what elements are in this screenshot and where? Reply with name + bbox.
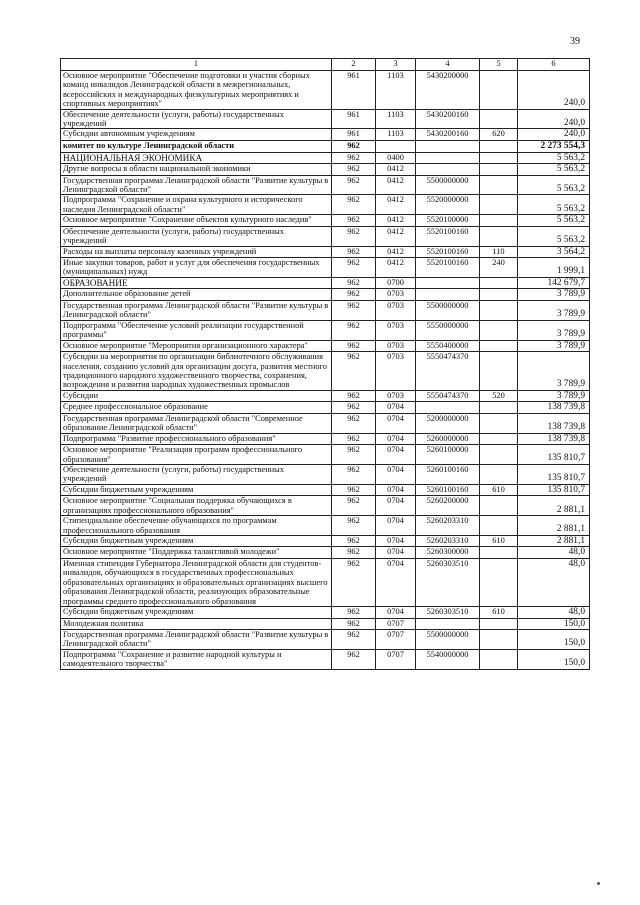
cell-target-article: 5200000000 [416,413,480,433]
cell-section: 0707 [376,618,416,630]
cell-section: 0400 [376,152,416,164]
cell-ved: 962 [332,535,376,547]
cell-section: 0707 [376,630,416,650]
cell-ved: 961 [332,129,376,141]
cell-expense-type [480,71,518,110]
cell-amount: 3 564,2 [518,246,590,258]
cell-section: 0704 [376,535,416,547]
cell-ved: 962 [332,618,376,630]
cell-ved: 962 [332,413,376,433]
cell-name: Субсидии [61,390,332,402]
table-row [61,464,590,484]
cell-expense-type [480,226,518,246]
cell-ved: 962 [332,289,376,301]
cell-target-article: 5550474370 [416,352,480,391]
table-row [61,277,590,289]
table-row [61,390,590,402]
cell-ved: 962 [332,516,376,536]
cell-ved: 962 [332,300,376,320]
cell-amount: 3 789,9 [518,352,590,391]
cell-name: Подпрограмма "Сохранение и развитие народной культуры и самодеятельного творчества" [61,649,332,669]
cell-expense-type [480,175,518,195]
cell-name: Подпрограмма "Сохранение и охрана культурного и исторического наследия Ленинградской области" [61,195,332,215]
cell-target-article [416,140,480,152]
cell-expense-type: 610 [480,535,518,547]
cell-expense-type [480,618,518,630]
cell-section: 0704 [376,496,416,516]
column-header-name: 1 [61,59,332,71]
cell-section: 0704 [376,547,416,559]
cell-name: Подпрограмма "Развитие профессионального образования" [61,433,332,445]
cell-target-article: 5260000000 [416,433,480,445]
cell-name: Субсидии бюджетным учреждениям [61,607,332,619]
cell-name: ОБРАЗОВАНИЕ [61,277,332,289]
cell-amount: 5 563,2 [518,226,590,246]
cell-name: Расходы на выплаты персоналу казенных учреждений [61,246,332,258]
cell-section: 1103 [376,129,416,141]
cell-target-article [416,277,480,289]
cell-expense-type [480,464,518,484]
cell-name: Основное мероприятие "Сохранение объектов культурного наследия" [61,215,332,227]
cell-expense-type [480,140,518,152]
cell-ved: 962 [332,630,376,650]
table-row [61,558,590,606]
cell-amount: 3 789,9 [518,300,590,320]
column-header-target-article: 4 [416,59,480,71]
cell-expense-type [480,289,518,301]
cell-name: Государственная программа Ленинградской области "Современное образование Ленинградской области" [61,413,332,433]
cell-amount: 48,0 [518,547,590,559]
column-header-expense-type: 5 [480,59,518,71]
table-row [61,433,590,445]
cell-amount: 5 563,2 [518,164,590,176]
cell-section: 0704 [376,433,416,445]
cell-amount: 2 881,1 [518,516,590,536]
cell-expense-type [480,547,518,559]
cell-section [376,140,416,152]
cell-section: 0704 [376,413,416,433]
cell-target-article [416,152,480,164]
cell-name: Обеспечение деятельности (услуги, работы) государственных учреждений [61,109,332,129]
cell-name: Дополнительное образование детей [61,289,332,301]
table-row [61,129,590,141]
cell-amount: 3 789,9 [518,320,590,340]
cell-expense-type: 110 [480,246,518,258]
cell-name: Основное мероприятие "Обеспечение подготовки и участия сборных команд инвалидов Ленинградской области в межрегиональных, всероссийских и международных физкультурных мероприятиях и спортивных мероприятиях" [61,71,332,110]
page-number: 39 [570,36,580,47]
scan-mark [597,882,600,885]
cell-amount: 138 739,8 [518,433,590,445]
cell-section: 0412 [376,164,416,176]
table-header-row [61,59,590,71]
budget-table [60,58,590,670]
cell-target-article: 5260200000 [416,496,480,516]
table-body [61,71,590,670]
cell-target-article: 5260100000 [416,445,480,465]
cell-ved: 962 [332,464,376,484]
cell-amount: 150,0 [518,649,590,669]
table-row [61,226,590,246]
cell-target-article: 5260303510 [416,558,480,606]
table-row [61,535,590,547]
cell-expense-type [480,352,518,391]
table-row [61,413,590,433]
cell-name: Государственная программа Ленинградской области "Развитие культуры в Ленинградской области" [61,300,332,320]
cell-amount: 2 881,1 [518,496,590,516]
cell-amount: 5 563,2 [518,195,590,215]
cell-target-article: 5260203310 [416,535,480,547]
cell-amount: 2 273 554,3 [518,140,590,152]
cell-name: Стипендиальное обеспечение обучающихся по программам профессионального образования [61,516,332,536]
cell-section: 1103 [376,109,416,129]
cell-amount: 135 810,7 [518,484,590,496]
cell-target-article: 5550400000 [416,340,480,352]
cell-ved: 962 [332,433,376,445]
cell-amount: 5 563,2 [518,215,590,227]
cell-amount: 240,0 [518,129,590,141]
table-row [61,484,590,496]
cell-expense-type: 240 [480,258,518,278]
table-row [61,246,590,258]
cell-amount: 150,0 [518,618,590,630]
cell-ved: 962 [332,175,376,195]
table-row [61,215,590,227]
cell-amount: 135 810,7 [518,445,590,465]
table-row [61,195,590,215]
cell-ved: 962 [332,320,376,340]
cell-target-article: 5520100160 [416,226,480,246]
cell-name: Субсидии бюджетным учреждениям [61,535,332,547]
cell-amount: 5 563,2 [518,152,590,164]
cell-section: 1103 [376,71,416,110]
cell-section: 0412 [376,175,416,195]
cell-target-article: 5550000000 [416,320,480,340]
cell-ved: 962 [332,496,376,516]
table-row [61,340,590,352]
cell-target-article: 5430200160 [416,109,480,129]
cell-target-article: 5260303510 [416,607,480,619]
cell-name: комитет по культуре Ленинградской области [61,140,332,152]
cell-name: Обеспечение деятельности (услуги, работы) государственных учреждений [61,226,332,246]
cell-expense-type [480,340,518,352]
cell-ved: 962 [332,445,376,465]
cell-target-article [416,289,480,301]
cell-target-article: 5500000000 [416,175,480,195]
cell-ved: 962 [332,215,376,227]
table-row [61,547,590,559]
cell-target-article [416,402,480,414]
column-header-section: 3 [376,59,416,71]
cell-name: Среднее профессиональное образование [61,402,332,414]
cell-section: 0704 [376,607,416,619]
cell-expense-type [480,152,518,164]
cell-ved: 962 [332,649,376,669]
cell-expense-type [480,516,518,536]
cell-name: Субсидии на мероприятия по организации библиотечного обслуживания населения, созданию условий для организации досуга, развития местного традиционного народного художественного творчества, сохранения, возрождения и развития народных художественных промыслов [61,352,332,391]
table-row [61,618,590,630]
cell-section: 0703 [376,352,416,391]
cell-section: 0703 [376,390,416,402]
cell-amount: 48,0 [518,607,590,619]
cell-section: 0704 [376,558,416,606]
cell-name: Государственная программа Ленинградской области "Развитие культуры в Ленинградской области" [61,175,332,195]
cell-ved: 961 [332,109,376,129]
cell-section: 0412 [376,226,416,246]
cell-section: 0703 [376,340,416,352]
cell-expense-type: 610 [480,484,518,496]
cell-expense-type [480,630,518,650]
cell-target-article: 5260203310 [416,516,480,536]
table-row [61,258,590,278]
table-row [61,140,590,152]
cell-ved: 962 [332,246,376,258]
cell-name: Субсидии бюджетным учреждениям [61,484,332,496]
cell-name: Государственная программа Ленинградской области "Развитие культуры в Ленинградской области" [61,630,332,650]
cell-ved: 962 [332,402,376,414]
cell-amount: 138 739,8 [518,413,590,433]
cell-section: 0704 [376,484,416,496]
cell-target-article [416,618,480,630]
table-row [61,71,590,110]
cell-expense-type [480,320,518,340]
table-row [61,607,590,619]
table-row [61,516,590,536]
cell-name: Иные закупки товаров, работ и услуг для обеспечения государственных (муниципальных) нужд [61,258,332,278]
cell-amount: 3 789,9 [518,390,590,402]
cell-section: 0707 [376,649,416,669]
table-row [61,496,590,516]
table-row [61,300,590,320]
cell-ved: 961 [332,71,376,110]
table-row [61,289,590,301]
cell-expense-type [480,109,518,129]
cell-name: Другие вопросы в области национальной экономики [61,164,332,176]
cell-name: НАЦИОНАЛЬНАЯ ЭКОНОМИКА [61,152,332,164]
cell-section: 0703 [376,320,416,340]
cell-expense-type [480,277,518,289]
cell-target-article [416,164,480,176]
cell-expense-type [480,195,518,215]
cell-amount: 3 789,9 [518,289,590,301]
cell-expense-type [480,215,518,227]
cell-target-article: 5260100160 [416,484,480,496]
table-row [61,402,590,414]
cell-expense-type: 620 [480,129,518,141]
cell-target-article: 5520000000 [416,195,480,215]
column-header-ved: 2 [332,59,376,71]
cell-ved: 962 [332,390,376,402]
cell-name: Основное мероприятие "Поддержка талантливой молодежи" [61,547,332,559]
cell-target-article: 5550474370 [416,390,480,402]
cell-name: Основное мероприятие "Мероприятия организационного характера" [61,340,332,352]
cell-ved: 962 [332,140,376,152]
cell-expense-type [480,445,518,465]
cell-section: 0704 [376,464,416,484]
table-row [61,445,590,465]
table-row [61,175,590,195]
cell-target-article: 5540000000 [416,649,480,669]
cell-amount: 150,0 [518,630,590,650]
cell-name: Обеспечение деятельности (услуги, работы) государственных учреждений [61,464,332,484]
table-row [61,152,590,164]
cell-ved: 962 [332,547,376,559]
cell-expense-type [480,496,518,516]
cell-ved: 962 [332,152,376,164]
cell-section: 0412 [376,215,416,227]
cell-amount: 240,0 [518,71,590,110]
cell-name: Молодежная политика [61,618,332,630]
cell-expense-type [480,300,518,320]
cell-expense-type [480,164,518,176]
cell-section: 0704 [376,402,416,414]
cell-expense-type: 520 [480,390,518,402]
cell-ved: 962 [332,558,376,606]
cell-target-article: 5520100160 [416,246,480,258]
cell-ved: 962 [332,607,376,619]
cell-amount: 138 739,8 [518,402,590,414]
cell-ved: 962 [332,226,376,246]
cell-section: 0412 [376,246,416,258]
cell-section: 0412 [376,258,416,278]
cell-ved: 962 [332,352,376,391]
cell-amount: 2 881,1 [518,535,590,547]
cell-target-article: 5430200160 [416,129,480,141]
cell-expense-type: 610 [480,607,518,619]
cell-amount: 3 789,9 [518,340,590,352]
table-row [61,109,590,129]
cell-section: 0412 [376,195,416,215]
cell-amount: 1 999,1 [518,258,590,278]
table-row [61,164,590,176]
cell-target-article: 5520100160 [416,258,480,278]
cell-target-article: 5500000000 [416,630,480,650]
cell-name: Основное мероприятие "Реализация программ профессионального образования" [61,445,332,465]
cell-amount: 240,0 [518,109,590,129]
cell-expense-type [480,413,518,433]
cell-expense-type [480,433,518,445]
table-row [61,352,590,391]
cell-expense-type [480,558,518,606]
cell-ved: 962 [332,258,376,278]
cell-section: 0703 [376,300,416,320]
cell-ved: 962 [332,195,376,215]
table-row [61,649,590,669]
cell-amount: 135 810,7 [518,464,590,484]
cell-section: 0704 [376,445,416,465]
cell-target-article: 5430200000 [416,71,480,110]
cell-section: 0703 [376,289,416,301]
cell-amount: 5 563,2 [518,175,590,195]
cell-target-article: 5260300000 [416,547,480,559]
cell-expense-type [480,649,518,669]
cell-section: 0700 [376,277,416,289]
cell-ved: 962 [332,164,376,176]
cell-amount: 142 679,7 [518,277,590,289]
cell-ved: 962 [332,340,376,352]
cell-target-article: 5500000000 [416,300,480,320]
table-row [61,630,590,650]
cell-name: Именная стипендия Губернатора Ленинградской области для студентов-инвалидов, обучающихся в государственных профессиональных образовательных организациях и образовательных организациях высшего образования Ленинградской области, реализующих образовательные программы среднего профессионального образования [61,558,332,606]
cell-amount: 48,0 [518,558,590,606]
table-row [61,320,590,340]
cell-ved: 962 [332,277,376,289]
cell-target-article: 5260100160 [416,464,480,484]
cell-name: Подпрограмма "Обеспечение условий реализации государственной программы" [61,320,332,340]
cell-section: 0704 [376,516,416,536]
cell-name: Субсидии автономным учреждениям [61,129,332,141]
column-header-amount: 6 [518,59,590,71]
cell-target-article: 5520100000 [416,215,480,227]
cell-ved: 962 [332,484,376,496]
cell-name: Основное мероприятие "Социальная поддержка обучающихся в организациях профессионального образования" [61,496,332,516]
cell-expense-type [480,402,518,414]
